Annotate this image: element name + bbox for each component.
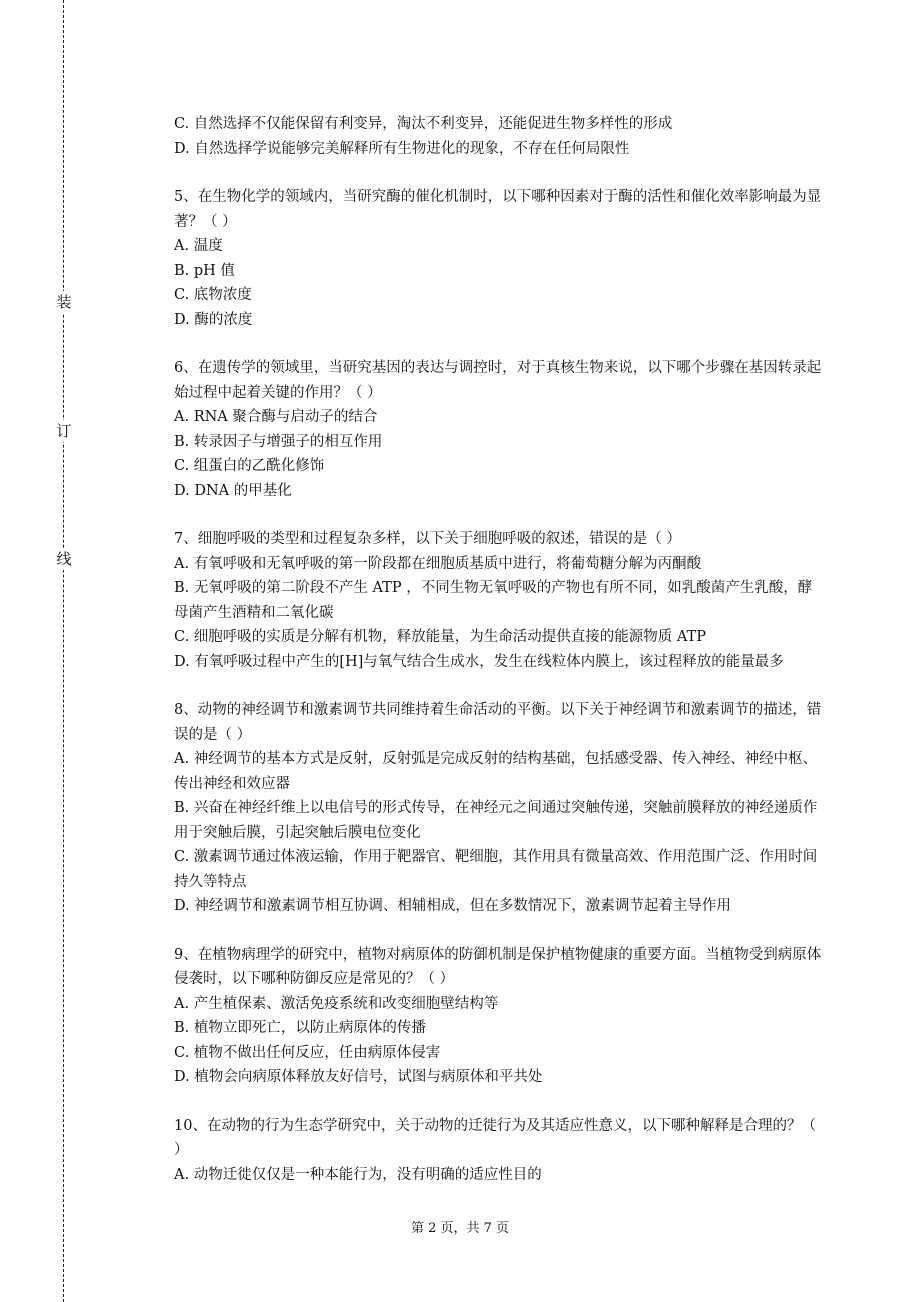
question-stem: 8、动物的神经调节和激素调节共同维持着生命活动的平衡。以下关于神经调节和激素调节的描述，错误的是（ ） [174, 702, 822, 743]
question-8 [174, 698, 824, 919]
option: D. 自然选择学说能够完美解释所有生物进化的现象，不存在任何局限性 [174, 140, 630, 157]
option: A. 温度 [174, 238, 223, 254]
question-9 [174, 943, 824, 1090]
option: C. 激素调节通过体液运输，作用于靶器官、靶细胞，其作用具有微量高效、作用范围广泛、作用时间持久等特点 [174, 849, 818, 890]
question-stem: 5、在生物化学的领域内，当研究酶的催化机制时，以下哪种因素对于酶的活性和催化效率影响最为显著？（ ） [174, 189, 822, 230]
option: A. 有氧呼吸和无氧呼吸的第一阶段都在细胞质基质中进行，将葡萄糖分解为丙酮酸 [174, 555, 702, 572]
binding-char-ding: 订 [56, 422, 72, 440]
option: A. RNA 聚合酶与启动子的结合 [174, 409, 378, 425]
question-content [174, 112, 824, 1187]
option: C. 细胞呼吸的实质是分解有机物，释放能量，为生命活动提供直接的能源物质 ATP [174, 629, 707, 645]
option: B. 兴奋在神经纤维上以电信号的形式传导，在神经元之间通过突触传递，突触前膜释放的神经递质作用于突触后膜，引起突触后膜电位变化 [174, 800, 818, 841]
binding-char-xian: 线 [56, 550, 72, 568]
question-stem: 10、在动物的行为生态学研究中，关于动物的迁徙行为及其适应性意义，以下哪种解释是合理的？（ ） [174, 1117, 816, 1158]
option: B. 转录因子与增强子的相互作用 [174, 433, 383, 450]
option: D. 植物会向病原体释放友好信号，试图与病原体和平共处 [174, 1069, 543, 1085]
question-6 [174, 356, 824, 503]
option: C. 底物浓度 [174, 287, 252, 303]
prev-question-tail [174, 112, 824, 161]
option: B. 无氧呼吸的第二阶段不产生 ATP ，不同生物无氧呼吸的产物也有所不同，如乳酸菌产生乳酸，酵母菌产生酒精和二氧化碳 [174, 580, 813, 621]
page-footer: 第 2 页，共 7 页 [410, 1221, 510, 1236]
option: B. pH 值 [174, 262, 235, 279]
question-stem: 9、在植物病理学的研究中，植物对病原体的防御机制是保护植物健康的重要方面。当植物受到病原体侵袭时，以下哪种防御反应是常见的？（ ） [174, 946, 822, 987]
option: D. DNA 的甲基化 [174, 482, 292, 499]
binding-char-zhuang: 装 [56, 293, 72, 311]
option: D. 有氧呼吸过程中产生的[H]与氧气结合生成水，发生在线粒体内膜上，该过程释放的能量最多 [174, 653, 784, 670]
question-5 [174, 185, 824, 332]
option: C. 自然选择不仅能保留有利变异，淘汰不利变异，还能促进生物多样性的形成 [174, 116, 673, 132]
option: D. 神经调节和激素调节相互协调、相辅相成，但在多数情况下，激素调节起着主导作用 [174, 898, 731, 914]
question-stem: 6、在遗传学的领域里，当研究基因的表达与调控时，对于真核生物来说，以下哪个步骤在基因转录起始过程中起着关键的作用？（ ） [174, 360, 822, 401]
question-stem: 7、细胞呼吸的类型和过程复杂多样，以下关于细胞呼吸的叙述，错误的是（ ） [174, 531, 681, 547]
option: A. 神经调节的基本方式是反射，反射弧是完成反射的结构基础，包括感受器、传入神经、神经中枢、传出神经和效应器 [174, 751, 818, 792]
question-7 [174, 527, 824, 674]
binding-dashed-line [63, 0, 64, 1302]
question-10 [174, 1114, 824, 1188]
option: C. 组蛋白的乙酰化修饰 [174, 458, 325, 474]
option: A. 动物迁徙仅仅是一种本能行为，没有明确的适应性目的 [174, 1166, 542, 1183]
option: C. 植物不做出任何反应，任由病原体侵害 [174, 1044, 441, 1061]
option: D. 酶的浓度 [174, 311, 253, 328]
option: B. 植物立即死亡，以防止病原体的传播 [174, 1020, 426, 1036]
option: A. 产生植保素、激活免疫系统和改变细胞壁结构等 [174, 995, 499, 1012]
